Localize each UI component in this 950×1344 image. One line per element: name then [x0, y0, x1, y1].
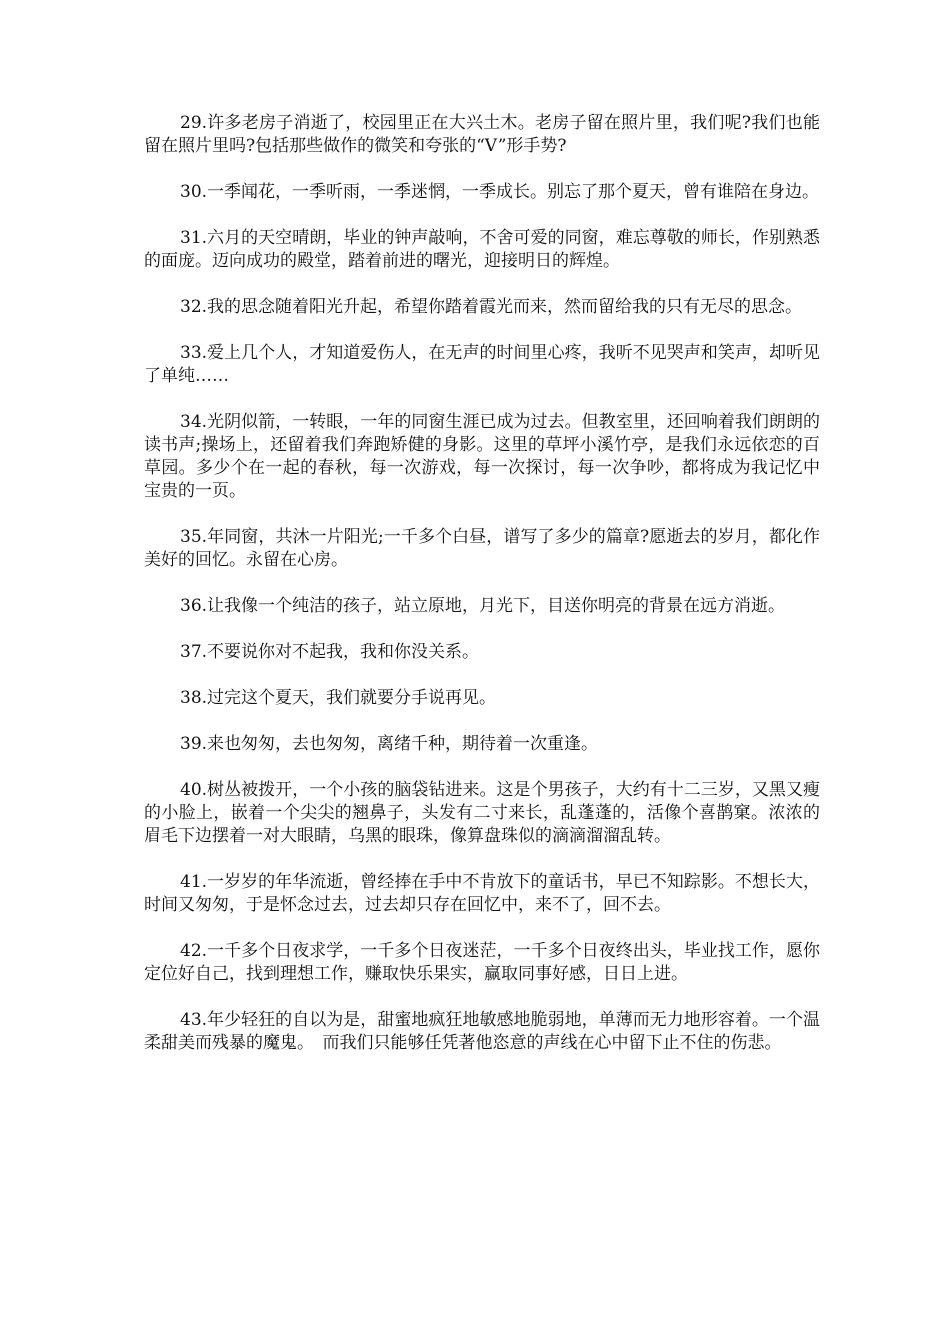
paragraph-42: 42.一千多个日夜求学，一千多个日夜迷茫，一千多个日夜终出头，毕业找工作，愿你定位好自己，找到理想工作，赚取快乐果实，赢取同事好感，日日上进。: [144, 941, 820, 984]
paragraph-37: 37.不要说你对不起我，我和你没关系。: [180, 642, 480, 662]
paragraph-31: 31.六月的天空晴朗，毕业的钟声敲响，不舍可爱的同窗，难忘尊敬的师长，作别熟悉的面庞。迈向成功的殿堂，踏着前进的曙光，迎接明日的辉煌。: [144, 228, 820, 271]
paragraph-39: 39.来也匆匆，去也匆匆，离绪千种，期待着一次重逢。: [180, 734, 599, 754]
paragraph-29: 29.许多老房子消逝了，校园里正在大兴土木。老房子留在照片里，我们呢?我们也能留在照片里吗?包括那些做作的微笑和夸张的“V”形手势?: [144, 113, 820, 156]
paragraph-32: 32.我的思念随着阳光升起，希望你踏着霞光而来，然而留给我的只有无尽的思念。: [180, 297, 803, 317]
paragraph-30: 30.一季闻花，一季听雨，一季迷惘，一季成长。别忘了那个夏天，曾有谁陪在身边。: [180, 182, 820, 202]
paragraph-36: 36.让我像一个纯洁的孩子，站立原地，月光下，目送你明亮的背景在远方消逝。: [180, 596, 786, 616]
paragraph-35: 35.年同窗，共沐一片阳光;一千多个白昼，谱写了多少的篇章?愿逝去的岁月，都化作美好的回忆。永留在心房。: [144, 527, 820, 570]
paragraph-43: 43.年少轻狂的自以为是，甜蜜地疯狂地敏感地脆弱地，单薄而无力地形容着。一个温柔甜美而残暴的魔鬼。 而我们只能够任凭著他恣意的声线在心中留下止不住的伤悲。: [144, 1010, 820, 1053]
paragraph-34: 34.光阴似箭，一转眼，一年的同窗生涯已成为过去。但教室里，还回响着我们朗朗的读书声;操场上，还留着我们奔跑矫健的身影。这里的草坪小溪竹亭，是我们永远依恋的百草园。多少个在一起的春秋，每一次游戏，每一次探讨，每一次争吵，都将成为我记忆中宝贵的一页。: [144, 412, 820, 501]
paragraph-40: 40.树丛被拨开，一个小孩的脑袋钻进来。这是个男孩子，大约有十二三岁，又黑又瘦的小脸上，嵌着一个尖尖的翘鼻子，头发有二寸来长，乱蓬蓬的，活像个喜鹊窠。浓浓的眉毛下边摆着一对大眼睛，乌黑的眼珠，像算盘珠似的滴滴溜溜乱转。: [144, 780, 820, 846]
paragraph-38: 38.过完这个夏天，我们就要分手说再见。: [180, 688, 497, 708]
paragraph-41: 41.一岁岁的年华流逝，曾经捧在手中不肯放下的童话书，早已不知踪影。不想长大，时间又匆匆，于是怀念过去，过去却只存在回忆中，来不了，回不去。: [144, 872, 820, 915]
paragraph-33: 33.爱上几个人，才知道爱伤人，在无声的时间里心疼，我听不见哭声和笑声，却听见了单纯……: [144, 343, 820, 386]
document-body: [144, 112, 820, 1078]
